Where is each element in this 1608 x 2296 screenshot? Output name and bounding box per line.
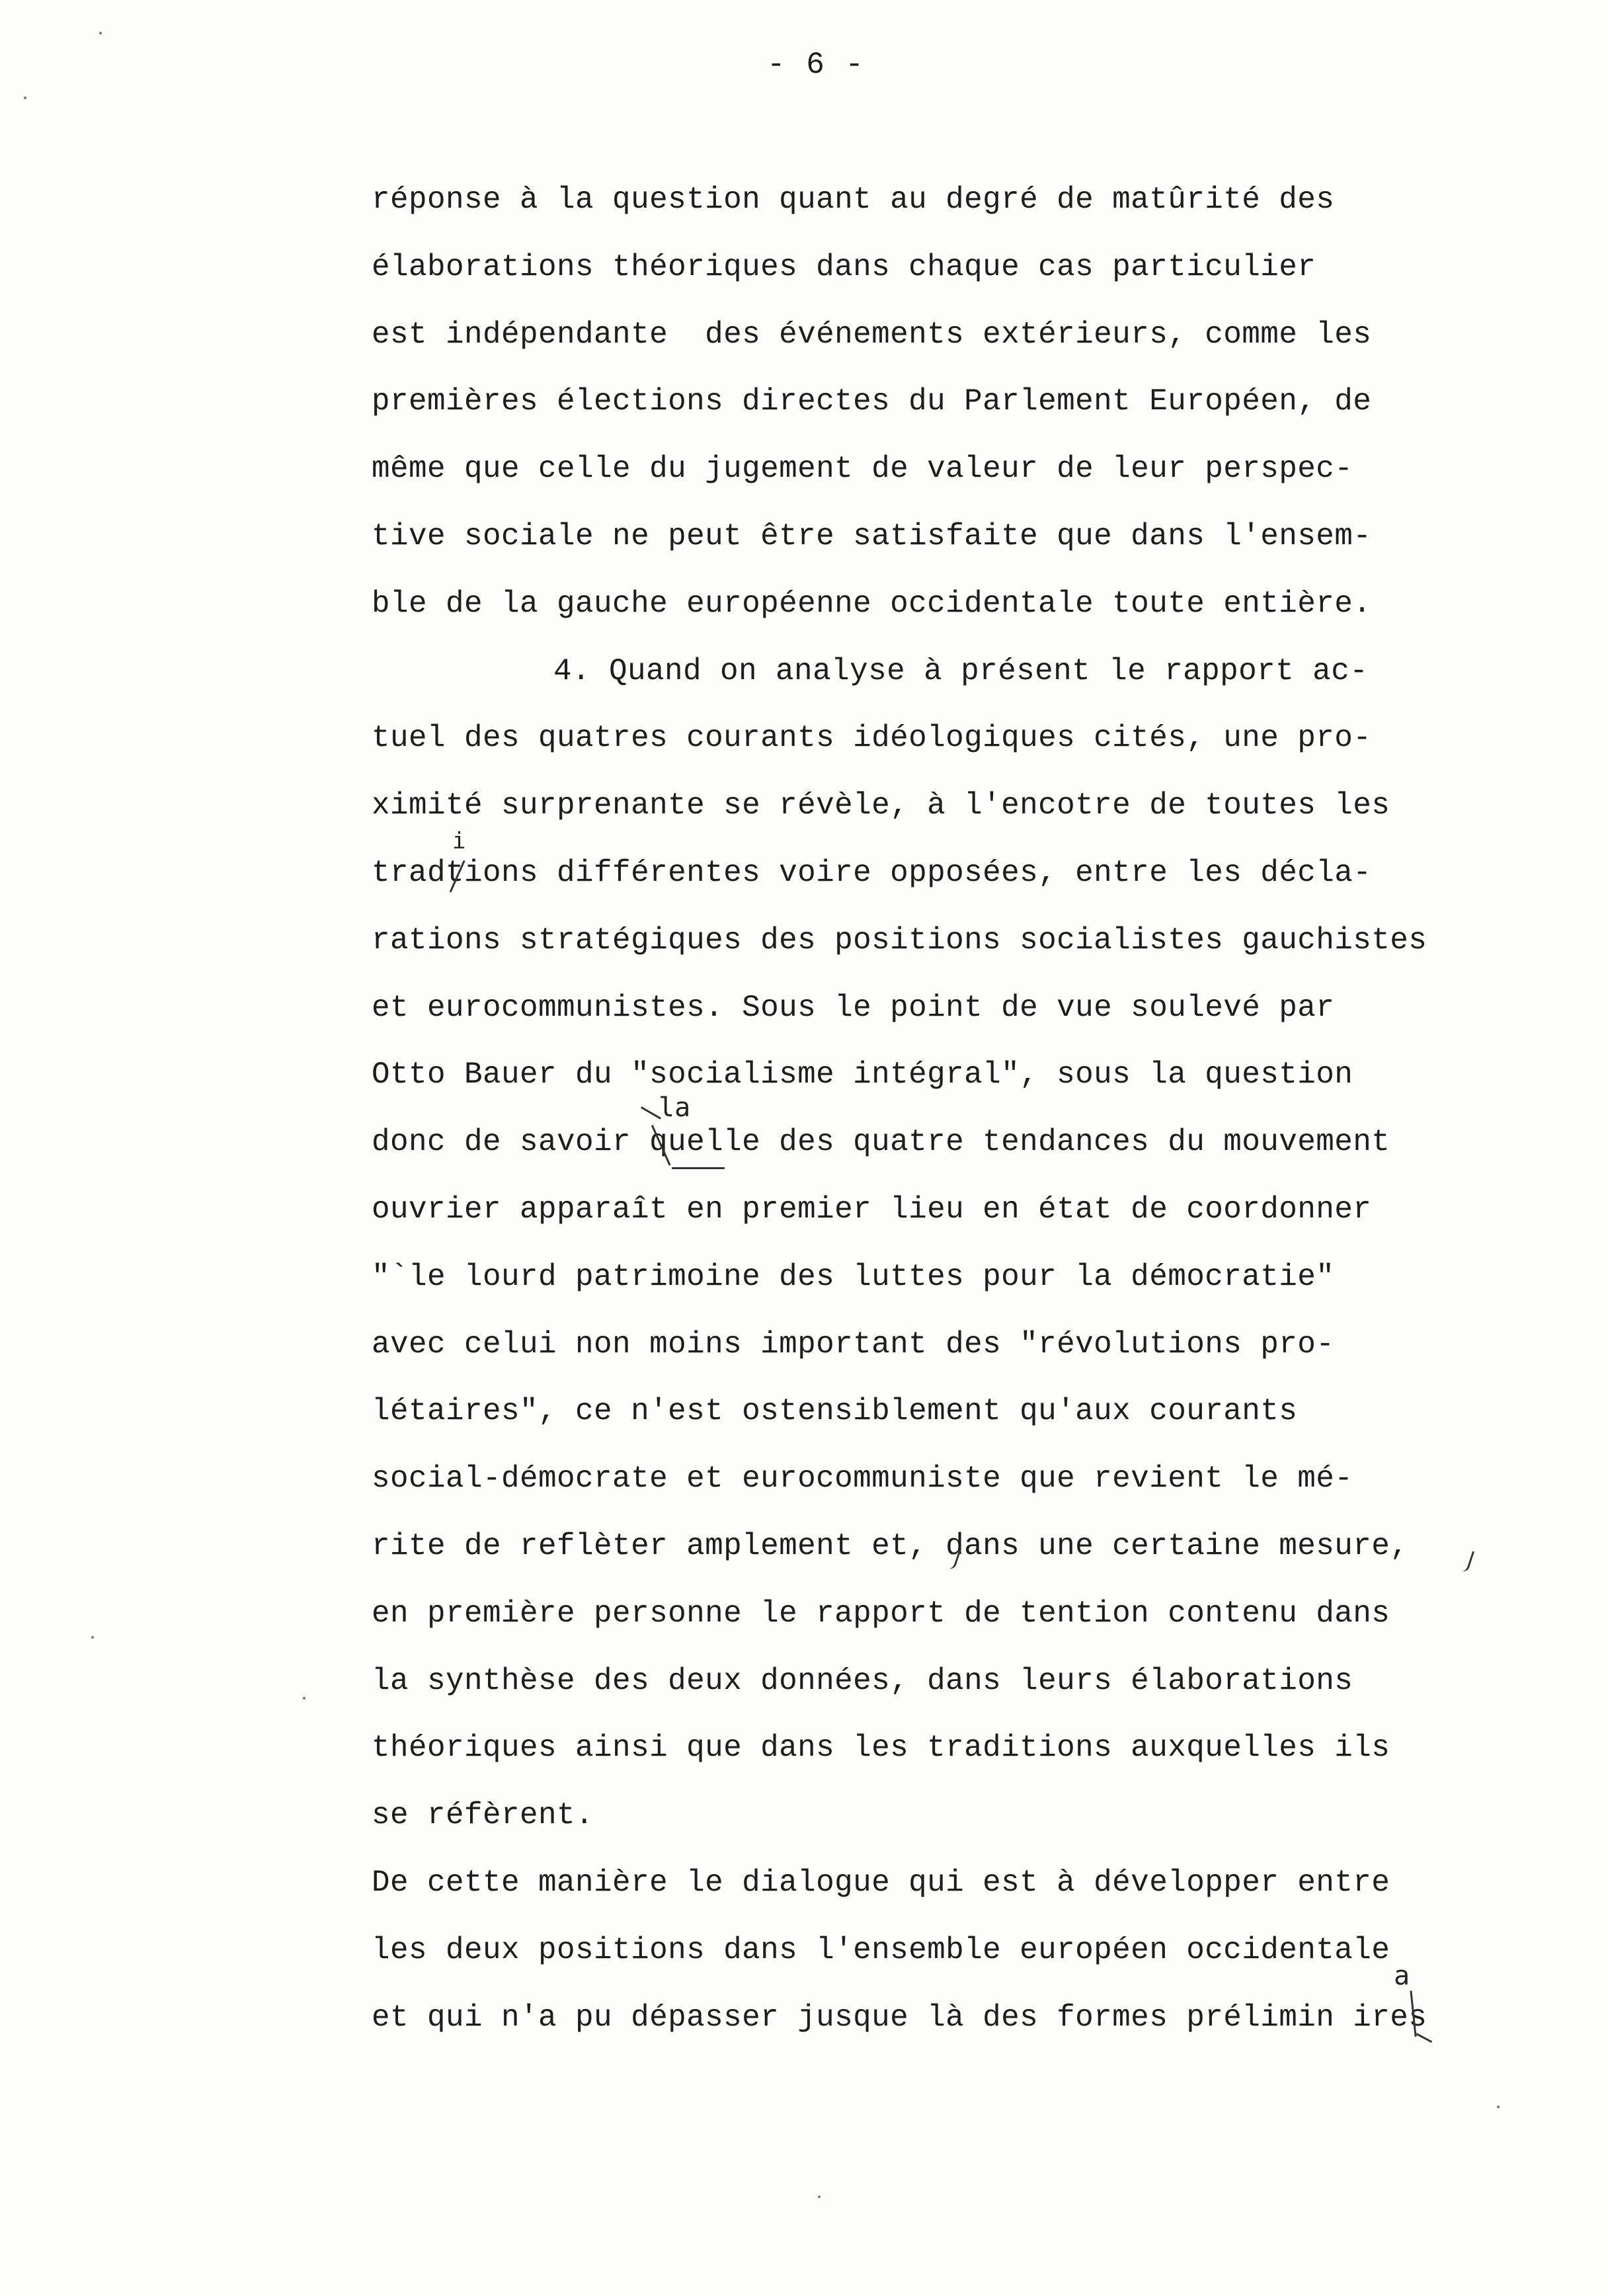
text-line: élaborations théoriques dans chaque cas particulier [372, 249, 1316, 284]
text-line: tuel des quatres courants idéologiques cités, une pro- [372, 721, 1372, 756]
text-line: les deux positions dans l'ensemble européen occidentale [372, 1932, 1390, 1967]
page-number: - 6 - [767, 48, 865, 82]
scan-speck [99, 32, 102, 34]
text-line: ximité surprenante se révèle, à l'encotre de toutes les [372, 788, 1390, 823]
handwritten-insertion-la: la [659, 1092, 691, 1123]
scan-speck [24, 97, 26, 99]
scan-speck [818, 2195, 821, 2198]
body-text [372, 180, 1535, 2065]
text-line: tive sociale ne peut être satisfaite que dans l'ensem- [372, 518, 1372, 554]
text-line: se réfèrent. [372, 1798, 594, 1833]
text-line: réponse à la question quant au degré de matûrité des [372, 183, 1335, 217]
text-line: De cette manière le dialogue qui est à développer entre [372, 1865, 1390, 1900]
text-line: et qui n'a pu dépasser jusque là des formes prélimin ires [372, 2000, 1427, 2035]
handwritten-insertion-a: a [1394, 1961, 1410, 1991]
text-line: théoriques ainsi que dans les traditions auxquelles ils [372, 1731, 1390, 1766]
scan-speck [91, 1636, 94, 1639]
text-line: ouvrier apparaît en premier lieu en état de coordonner [372, 1192, 1372, 1227]
scan-speck [303, 1697, 305, 1700]
text-line: rite de reflèter amplement et, dans une certaine mesure, [372, 1528, 1409, 1563]
text-line: et eurocommunistes. Sous le point de vue soulevé par [372, 990, 1335, 1025]
text-line: Otto Bauer du "socialisme intégral", sous la question [372, 1057, 1353, 1092]
paragraph-start-line: 4. Quand on analyse à présent le rapport ac- [553, 653, 1369, 688]
text-line: la synthèse des deux données, dans leurs élaborations [372, 1663, 1353, 1698]
scan-speck [1497, 2106, 1500, 2108]
insertion-caret-stroke [672, 1167, 725, 1172]
text-line: "`le lourd patrimoine des luttes pour la démocratie" [372, 1259, 1335, 1294]
text-line: ble de la gauche européenne occidentale toute entière. [372, 586, 1372, 621]
text-line: même que celle du jugement de valeur de leur perspec- [372, 452, 1353, 487]
text-line: en première personne le rapport de tention contenu dans [372, 1596, 1390, 1631]
text-line: tradtions différentes voire opposées, entre les décla- [372, 855, 1372, 890]
text-line: avec celui non moins important des "révolutions pro- [372, 1327, 1335, 1362]
text-line: social-démocrate et eurocommuniste que revient le mé- [372, 1461, 1353, 1496]
text-line: létaires", ce n'est ostensiblement qu'aux courants [372, 1394, 1298, 1429]
text-line: donc de savoir quelle des quatre tendances du mouvement [372, 1125, 1390, 1160]
text-line: est indépendante des événements extérieurs, comme les [372, 317, 1372, 352]
text-line: premières élections directes du Parlement Européen, de [372, 384, 1372, 419]
handwritten-insertion-i: i [452, 828, 466, 854]
text-line: rations stratégiques des positions socialistes gauchistes [372, 922, 1427, 958]
